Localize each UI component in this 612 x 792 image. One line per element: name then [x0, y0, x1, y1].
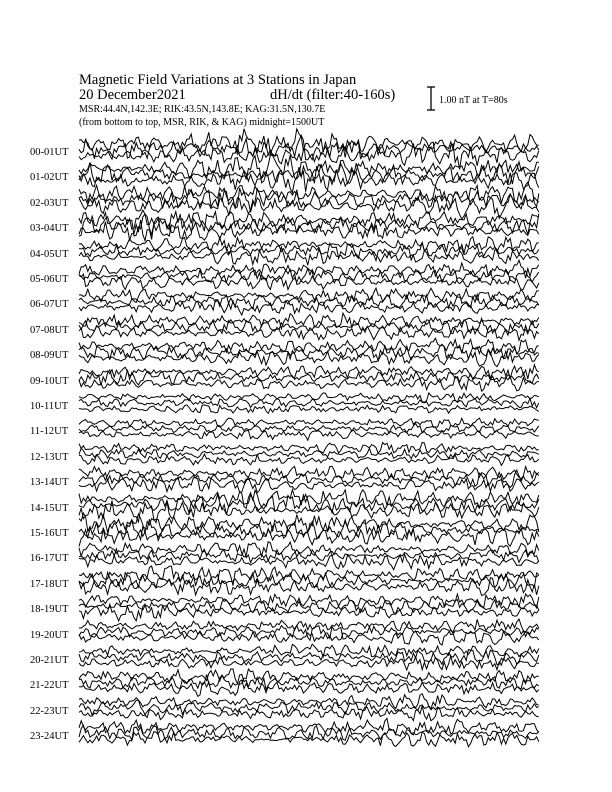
trace-kag	[79, 694, 539, 709]
hour-label: 21-22UT	[30, 680, 69, 692]
trace-kag	[79, 237, 539, 254]
hour-label: 09-10UT	[30, 375, 69, 387]
trace-msr	[79, 430, 539, 440]
trace-kag	[79, 155, 539, 183]
hour-label: 04-05UT	[30, 248, 69, 260]
hour-label: 22-23UT	[30, 705, 69, 717]
hour-label: 10-11UT	[30, 401, 69, 412]
trace-kag	[79, 418, 539, 427]
hour-label: 15-16UT	[30, 528, 69, 539]
scale-bar-label: 1.00 nT at T=80s	[439, 95, 508, 106]
chart-title: Magnetic Field Variations at 3 Stations in Japan	[79, 72, 357, 88]
trace-msr	[79, 349, 539, 366]
trace-order-note: (from bottom to top, MSR, RIK, & KAG) midnight=1500UT	[79, 117, 325, 128]
trace-rik	[79, 398, 539, 408]
chart-quantity: dH/dt (filter:40-160s)	[270, 87, 396, 103]
scale-bar	[427, 87, 435, 110]
trace-kag	[79, 338, 539, 354]
hour-label: 20-21UT	[30, 655, 69, 666]
hour-label: 14-15UT	[30, 502, 69, 514]
trace-rik	[79, 599, 539, 613]
hour-label: 02-03UT	[30, 197, 69, 209]
trace-msr	[79, 656, 539, 670]
trace-msr	[79, 405, 539, 414]
hour-label: 16-17UT	[30, 553, 69, 565]
hour-label: 17-18UT	[30, 578, 69, 590]
trace-msr	[79, 732, 539, 747]
hour-label: 00-01UT	[30, 147, 69, 158]
traces-group	[79, 129, 539, 747]
trace-kag	[79, 313, 539, 329]
hour-label: 19-20UT	[30, 629, 69, 641]
hour-label: 23-24UT	[30, 731, 69, 743]
hour-label: 13-14UT	[30, 477, 69, 489]
trace-kag	[79, 466, 539, 480]
trace-msr	[79, 194, 539, 219]
chart-date: 20 December2021	[79, 87, 186, 103]
trace-kag	[79, 644, 539, 657]
trace-kag	[79, 619, 539, 632]
trace-kag	[79, 594, 539, 608]
hour-label: 01-02UT	[30, 172, 69, 184]
hour-label: 08-09UT	[30, 350, 69, 362]
trace-kag	[79, 442, 539, 453]
hour-label: 11-12UT	[30, 426, 69, 438]
trace-kag	[79, 566, 539, 586]
hour-label: 06-07UT	[30, 299, 69, 311]
trace-msr	[79, 274, 539, 290]
hour-label: 07-08UT	[30, 324, 69, 336]
hour-label: 03-04UT	[30, 223, 69, 235]
hour-label: 18-19UT	[30, 604, 69, 616]
trace-msr	[79, 375, 539, 391]
hour-label: 12-13UT	[30, 451, 69, 463]
trace-kag	[79, 288, 539, 302]
trace-msr	[79, 477, 539, 493]
station-coordinates: MSR:44.4N,142.3E; RIK:43.5N,143.8E; KAG:31.5N,130.7E	[79, 104, 326, 115]
hour-label: 05-06UT	[30, 274, 69, 285]
trace-msr	[79, 326, 539, 341]
trace-kag	[79, 718, 539, 735]
